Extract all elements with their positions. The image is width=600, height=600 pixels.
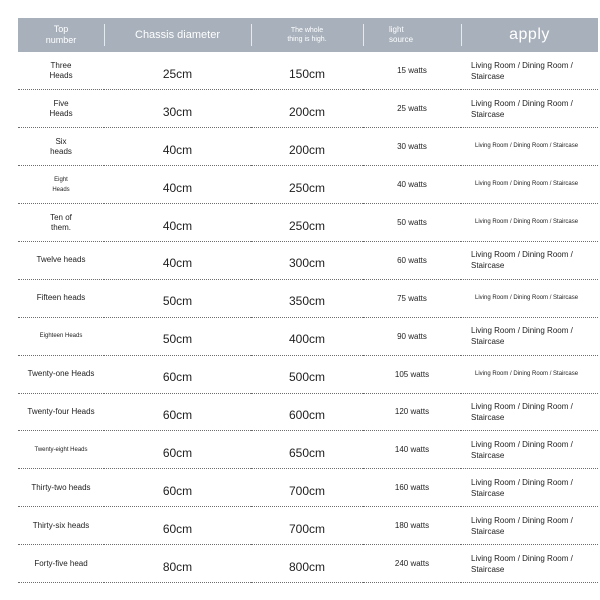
cell-apply-line: Living Room / Dining Room / Staircase (475, 294, 579, 301)
cell-whole-height: 700cm (251, 507, 363, 545)
cell-apply (461, 355, 598, 393)
cell-whole-height: 200cm (251, 90, 363, 128)
cell-light-source: 60 watts (363, 241, 461, 279)
table-row (18, 90, 598, 128)
cell-apply-line: Living Room / Dining Room / (471, 60, 573, 70)
cell-apply-line: Living Room / Dining Room / (471, 477, 573, 487)
cell-light-source: 140 watts (363, 431, 461, 469)
cell-apply (461, 128, 598, 166)
cell-light-source: 90 watts (363, 317, 461, 355)
cell-top-number (18, 469, 104, 507)
cell-top-number (18, 241, 104, 279)
table-row (18, 52, 598, 90)
cell-chassis-diameter: 50cm (104, 279, 251, 317)
cell-apply (461, 317, 598, 355)
cell-apply-line: Living Room / Dining Room / (471, 401, 573, 411)
cell-chassis-diameter: 40cm (104, 204, 251, 242)
cell-top-number (18, 393, 104, 431)
spec-sheet (18, 18, 598, 583)
cell-apply-line: Living Room / Dining Room / (471, 553, 573, 563)
cell-light-source: 30 watts (363, 128, 461, 166)
header-whole-height-line: thing is high. (287, 36, 327, 43)
cell-whole-height: 600cm (251, 393, 363, 431)
cell-top-number-line: Twenty-four Heads (27, 406, 95, 416)
cell-apply-line: Staircase (471, 109, 505, 119)
cell-apply-line: Staircase (471, 261, 505, 271)
cell-top-number-line: Six (55, 136, 67, 146)
cell-apply (461, 52, 598, 90)
cell-apply (461, 166, 598, 204)
cell-apply-line: Staircase (471, 526, 505, 536)
cell-whole-height: 400cm (251, 317, 363, 355)
cell-top-number-line: Heads (52, 186, 70, 193)
cell-top-number (18, 128, 104, 166)
cell-top-number (18, 279, 104, 317)
cell-apply-line: Living Room / Dining Room / (471, 439, 573, 449)
header-top-number-line: Top (53, 24, 69, 34)
cell-chassis-diameter: 80cm (104, 545, 251, 583)
cell-top-number (18, 507, 104, 545)
cell-chassis-diameter: 40cm (104, 241, 251, 279)
cell-top-number-line: Forty-five head (34, 558, 88, 568)
header-top-number (18, 18, 104, 52)
cell-top-number-line: Twenty-one Heads (27, 369, 95, 379)
table-row (18, 128, 598, 166)
cell-top-number-line: Twenty-eight Heads (34, 446, 88, 453)
cell-whole-height: 700cm (251, 469, 363, 507)
cell-apply-line: Staircase (471, 450, 505, 460)
table-row (18, 166, 598, 204)
cell-top-number (18, 204, 104, 242)
cell-light-source: 160 watts (363, 469, 461, 507)
table-row (18, 431, 598, 469)
cell-apply (461, 393, 598, 431)
cell-apply (461, 431, 598, 469)
specification-table (18, 18, 598, 583)
cell-light-source: 25 watts (363, 90, 461, 128)
header-whole-height-line: The whole (290, 27, 324, 34)
cell-top-number-line: Heads (49, 108, 73, 118)
cell-top-number-line: Eighteen Heads (39, 333, 83, 340)
cell-apply-line: Living Room / Dining Room / (471, 515, 573, 525)
cell-apply-line: Staircase (471, 488, 505, 498)
cell-chassis-diameter: 60cm (104, 393, 251, 431)
cell-apply-line: Staircase (471, 412, 505, 422)
cell-apply-line: Living Room / Dining Room / Staircase (475, 181, 579, 188)
cell-chassis-diameter: 40cm (104, 128, 251, 166)
table-row (18, 507, 598, 545)
cell-apply-line: Living Room / Dining Room / Staircase (475, 219, 579, 225)
header-apply: apply (461, 18, 598, 52)
table-row (18, 545, 598, 583)
table-row (18, 241, 598, 279)
cell-apply (461, 279, 598, 317)
cell-chassis-diameter: 40cm (104, 166, 251, 204)
header-row (18, 18, 598, 52)
cell-chassis-diameter: 25cm (104, 52, 251, 90)
cell-whole-height: 650cm (251, 431, 363, 469)
cell-chassis-diameter: 60cm (104, 355, 251, 393)
cell-top-number-line: Heads (49, 70, 73, 80)
cell-chassis-diameter: 60cm (104, 507, 251, 545)
table-row (18, 355, 598, 393)
cell-whole-height: 250cm (251, 166, 363, 204)
cell-top-number-line: Thirty-two heads (31, 482, 91, 492)
cell-top-number-line: them. (50, 222, 71, 232)
cell-apply-line: Living Room / Dining Room / (471, 326, 573, 336)
cell-whole-height: 800cm (251, 545, 363, 583)
cell-light-source: 105 watts (363, 355, 461, 393)
cell-apply (461, 545, 598, 583)
table-row (18, 204, 598, 242)
table-row (18, 317, 598, 355)
cell-top-number-line: Ten of (50, 212, 72, 222)
cell-whole-height: 150cm (251, 52, 363, 90)
cell-light-source: 40 watts (363, 166, 461, 204)
cell-top-number-line: Eight (54, 176, 68, 183)
cell-apply-line: Living Room / Dining Room / Staircase (475, 370, 579, 377)
cell-apply-line: Staircase (471, 564, 505, 574)
cell-chassis-diameter: 50cm (104, 317, 251, 355)
cell-apply-line: Staircase (471, 337, 505, 347)
cell-whole-height: 250cm (251, 204, 363, 242)
cell-top-number (18, 52, 104, 90)
cell-light-source: 180 watts (363, 507, 461, 545)
cell-top-number-line: Twelve heads (36, 255, 86, 265)
cell-chassis-diameter: 60cm (104, 469, 251, 507)
cell-top-number (18, 317, 104, 355)
table-body (18, 52, 598, 583)
cell-top-number (18, 355, 104, 393)
table-header (18, 18, 598, 52)
cell-light-source: 15 watts (363, 52, 461, 90)
cell-whole-height: 350cm (251, 279, 363, 317)
cell-top-number-line: heads (50, 146, 72, 156)
cell-top-number (18, 90, 104, 128)
cell-apply-line: Staircase (471, 71, 505, 81)
table-row (18, 469, 598, 507)
table-row (18, 279, 598, 317)
cell-apply (461, 204, 598, 242)
cell-apply (461, 90, 598, 128)
cell-top-number-line: Five (53, 98, 69, 108)
header-light-source-line: light (389, 25, 404, 34)
cell-chassis-diameter: 60cm (104, 431, 251, 469)
cell-chassis-diameter: 30cm (104, 90, 251, 128)
cell-light-source: 240 watts (363, 545, 461, 583)
cell-top-number-line: Fifteen heads (36, 293, 86, 303)
cell-whole-height: 500cm (251, 355, 363, 393)
header-light-source-line: source (389, 35, 414, 44)
cell-apply-line: Living Room / Dining Room / Staircase (475, 143, 579, 150)
header-chassis-diameter: Chassis diameter (104, 18, 251, 52)
header-top-number-line: number (45, 35, 77, 45)
cell-apply-line: Living Room / Dining Room / (471, 250, 573, 260)
cell-light-source: 75 watts (363, 279, 461, 317)
cell-light-source: 50 watts (363, 204, 461, 242)
cell-top-number (18, 431, 104, 469)
cell-top-number-line: Three (50, 60, 72, 70)
cell-apply-line: Living Room / Dining Room / (471, 98, 573, 108)
cell-whole-height: 200cm (251, 128, 363, 166)
cell-apply (461, 241, 598, 279)
cell-whole-height: 300cm (251, 241, 363, 279)
cell-light-source: 120 watts (363, 393, 461, 431)
table-row (18, 393, 598, 431)
cell-apply (461, 469, 598, 507)
header-whole-height (251, 18, 363, 52)
header-light-source (363, 18, 461, 52)
cell-top-number (18, 545, 104, 583)
cell-apply (461, 507, 598, 545)
cell-top-number (18, 166, 104, 204)
cell-top-number-line: Thirty-six heads (32, 520, 90, 530)
